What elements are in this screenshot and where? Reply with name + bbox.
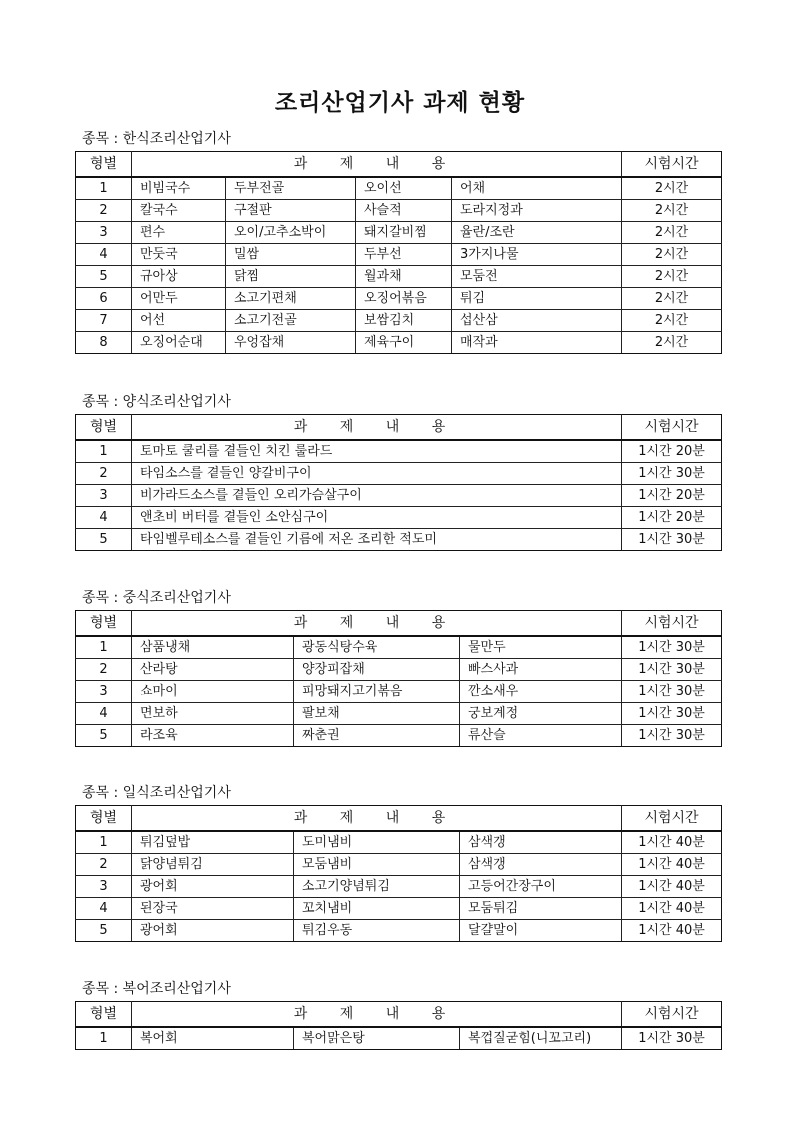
dish-cell: 어선 xyxy=(132,310,226,332)
table-header-row xyxy=(76,806,722,832)
table-header-row xyxy=(76,1002,722,1028)
dish-cell: 어만두 xyxy=(132,288,226,310)
dish-cell: 오징어볶음 xyxy=(356,288,452,310)
exam-time: 1시간 20분 xyxy=(622,485,722,507)
table-row xyxy=(76,854,722,876)
dish-cell: 율란/조란 xyxy=(452,222,622,244)
blowfish-task-table xyxy=(75,1001,722,1050)
dish-cell: 두부전골 xyxy=(226,177,356,200)
dish-cell: 소고기양념튀김 xyxy=(294,876,460,898)
dish-cell: 오징어순대 xyxy=(132,332,226,354)
dish-cell: 도라지정과 xyxy=(452,200,622,222)
table-row xyxy=(76,463,722,485)
dish-cell: 산라탕 xyxy=(132,659,294,681)
dish-cell: 월과채 xyxy=(356,266,452,288)
row-number: 1 xyxy=(76,177,132,200)
dish-cell: 소고기편채 xyxy=(226,288,356,310)
dish-cell: 보쌈김치 xyxy=(356,310,452,332)
table-row xyxy=(76,310,722,332)
dish-cell: 광어회 xyxy=(132,920,294,942)
korean-task-table xyxy=(75,151,722,354)
chinese-task-table xyxy=(75,610,722,747)
row-number: 5 xyxy=(76,529,132,551)
table-row xyxy=(76,898,722,920)
dish-cell: 어채 xyxy=(452,177,622,200)
exam-time: 1시간 40분 xyxy=(622,876,722,898)
table-row xyxy=(76,681,722,703)
header-type: 형별 xyxy=(76,152,132,178)
header-time: 시험시간 xyxy=(622,806,722,832)
dish-cell: 복껍질굳힘(니꼬고리) xyxy=(460,1027,622,1050)
exam-time: 1시간 40분 xyxy=(622,898,722,920)
row-number: 1 xyxy=(76,831,132,854)
table-row xyxy=(76,1027,722,1050)
dish-cell: 고등어간장구이 xyxy=(460,876,622,898)
dish-cell: 물만두 xyxy=(460,636,622,659)
section-label-blowfish: 종목 : 복어조리산업기사 xyxy=(82,981,231,997)
dish-cell: 꼬치냄비 xyxy=(294,898,460,920)
dish-cell: 닭양념튀김 xyxy=(132,854,294,876)
row-number: 6 xyxy=(76,288,132,310)
table-row xyxy=(76,266,722,288)
dish-cell: 오이/고추소박이 xyxy=(226,222,356,244)
dish-cell: 라조육 xyxy=(132,725,294,747)
header-time: 시험시간 xyxy=(622,415,722,441)
dish-cell: 밀쌈 xyxy=(226,244,356,266)
table-row xyxy=(76,636,722,659)
dish-cell: 닭찜 xyxy=(226,266,356,288)
dish-cell: 두부선 xyxy=(356,244,452,266)
dish-cell: 사슬적 xyxy=(356,200,452,222)
table-row xyxy=(76,725,722,747)
row-number: 2 xyxy=(76,463,132,485)
section-label-japanese: 종목 : 일식조리산업기사 xyxy=(82,785,231,801)
dish-cell: 칼국수 xyxy=(132,200,226,222)
page-title: 조리산업기사 과제 현황 xyxy=(274,90,526,116)
table-row xyxy=(76,440,722,463)
exam-time: 2시간 xyxy=(622,288,722,310)
exam-time: 1시간 20분 xyxy=(622,440,722,463)
dish-cell: 튀김덮밥 xyxy=(132,831,294,854)
section-label-chinese: 종목 : 중식조리산업기사 xyxy=(82,590,231,606)
row-number: 1 xyxy=(76,636,132,659)
row-number: 5 xyxy=(76,725,132,747)
header-type: 형별 xyxy=(76,806,132,832)
row-number: 3 xyxy=(76,222,132,244)
section-label-korean: 종목 : 한식조리산업기사 xyxy=(82,131,231,147)
exam-time: 1시간 40분 xyxy=(622,831,722,854)
exam-time: 2시간 xyxy=(622,244,722,266)
dish-cell: 삼색갱 xyxy=(460,854,622,876)
row-number: 4 xyxy=(76,507,132,529)
dish-cell: 매작과 xyxy=(452,332,622,354)
dish-cell: 달걀말이 xyxy=(460,920,622,942)
dish-cell: 앤초비 버터를 곁들인 소안심구이 xyxy=(132,507,622,529)
dish-cell: 면보하 xyxy=(132,703,294,725)
row-number: 1 xyxy=(76,440,132,463)
table-row xyxy=(76,200,722,222)
table-row xyxy=(76,831,722,854)
row-number: 4 xyxy=(76,898,132,920)
dish-cell: 양장피잡채 xyxy=(294,659,460,681)
row-number: 3 xyxy=(76,681,132,703)
dish-cell: 타임벨루테소스를 곁들인 기름에 저온 조리한 적도미 xyxy=(132,529,622,551)
dish-cell: 광어회 xyxy=(132,876,294,898)
header-type: 형별 xyxy=(76,611,132,637)
table-row xyxy=(76,222,722,244)
dish-cell: 팔보채 xyxy=(294,703,460,725)
row-number: 3 xyxy=(76,876,132,898)
exam-time: 1시간 20분 xyxy=(622,507,722,529)
table-row xyxy=(76,703,722,725)
table-row xyxy=(76,876,722,898)
table-row xyxy=(76,177,722,200)
dish-cell: 류산슬 xyxy=(460,725,622,747)
exam-time: 1시간 30분 xyxy=(622,529,722,551)
dish-cell: 오이선 xyxy=(356,177,452,200)
exam-time: 2시간 xyxy=(622,266,722,288)
dish-cell: 3가지나물 xyxy=(452,244,622,266)
exam-time: 1시간 30분 xyxy=(622,1027,722,1050)
exam-time: 1시간 30분 xyxy=(622,681,722,703)
dish-cell: 짜춘권 xyxy=(294,725,460,747)
header-content: 과 제 내 용 xyxy=(132,806,622,832)
dish-cell: 도미냄비 xyxy=(294,831,460,854)
table-row xyxy=(76,529,722,551)
dish-cell: 삼색갱 xyxy=(460,831,622,854)
exam-time: 1시간 30분 xyxy=(622,659,722,681)
header-time: 시험시간 xyxy=(622,152,722,178)
exam-time: 2시간 xyxy=(622,222,722,244)
header-content: 과 제 내 용 xyxy=(132,611,622,637)
table-row xyxy=(76,507,722,529)
exam-time: 1시간 30분 xyxy=(622,636,722,659)
dish-cell: 우엉잡채 xyxy=(226,332,356,354)
exam-time: 1시간 40분 xyxy=(622,920,722,942)
exam-time: 1시간 30분 xyxy=(622,703,722,725)
header-type: 형별 xyxy=(76,415,132,441)
exam-time: 1시간 30분 xyxy=(622,725,722,747)
dish-cell: 규아상 xyxy=(132,266,226,288)
dish-cell: 돼지갈비찜 xyxy=(356,222,452,244)
section-label-western: 종목 : 양식조리산업기사 xyxy=(82,394,231,410)
dish-cell: 쇼마이 xyxy=(132,681,294,703)
table-header-row xyxy=(76,415,722,441)
row-number: 5 xyxy=(76,266,132,288)
dish-cell: 비빔국수 xyxy=(132,177,226,200)
dish-cell: 된장국 xyxy=(132,898,294,920)
dish-cell: 만둣국 xyxy=(132,244,226,266)
exam-time: 2시간 xyxy=(622,332,722,354)
row-number: 5 xyxy=(76,920,132,942)
row-number: 7 xyxy=(76,310,132,332)
exam-time: 2시간 xyxy=(622,310,722,332)
dish-cell: 모둠냄비 xyxy=(294,854,460,876)
header-content: 과 제 내 용 xyxy=(132,1002,622,1028)
table-row xyxy=(76,485,722,507)
dish-cell: 섭산삼 xyxy=(452,310,622,332)
row-number: 2 xyxy=(76,200,132,222)
dish-cell: 토마토 쿨리를 곁들인 치킨 룰라드 xyxy=(132,440,622,463)
table-row xyxy=(76,288,722,310)
header-type: 형별 xyxy=(76,1002,132,1028)
table-row xyxy=(76,244,722,266)
row-number: 1 xyxy=(76,1027,132,1050)
dish-cell: 빠스사과 xyxy=(460,659,622,681)
header-time: 시험시간 xyxy=(622,1002,722,1028)
header-content: 과 제 내 용 xyxy=(132,152,622,178)
dish-cell: 구절판 xyxy=(226,200,356,222)
header-time: 시험시간 xyxy=(622,611,722,637)
exam-time: 2시간 xyxy=(622,200,722,222)
row-number: 3 xyxy=(76,485,132,507)
western-task-table xyxy=(75,414,722,551)
exam-time: 2시간 xyxy=(622,177,722,200)
row-number: 4 xyxy=(76,244,132,266)
dish-cell: 타임소스를 곁들인 양갈비구이 xyxy=(132,463,622,485)
row-number: 2 xyxy=(76,659,132,681)
exam-time: 1시간 30분 xyxy=(622,463,722,485)
table-header-row xyxy=(76,611,722,637)
dish-cell: 튀김우동 xyxy=(294,920,460,942)
dish-cell: 복어회 xyxy=(132,1027,294,1050)
exam-time: 1시간 40분 xyxy=(622,854,722,876)
row-number: 8 xyxy=(76,332,132,354)
dish-cell: 제육구이 xyxy=(356,332,452,354)
table-header-row xyxy=(76,152,722,178)
dish-cell: 모둠튀김 xyxy=(460,898,622,920)
japanese-task-table xyxy=(75,805,722,942)
dish-cell: 광동식탕수육 xyxy=(294,636,460,659)
row-number: 2 xyxy=(76,854,132,876)
dish-cell: 모둠전 xyxy=(452,266,622,288)
dish-cell: 피망돼지고기볶음 xyxy=(294,681,460,703)
dish-cell: 삼품냉채 xyxy=(132,636,294,659)
dish-cell: 깐소새우 xyxy=(460,681,622,703)
dish-cell: 튀김 xyxy=(452,288,622,310)
dish-cell: 편수 xyxy=(132,222,226,244)
table-row xyxy=(76,332,722,354)
dish-cell: 비가라드소스를 곁들인 오리가슴살구이 xyxy=(132,485,622,507)
row-number: 4 xyxy=(76,703,132,725)
header-content: 과 제 내 용 xyxy=(132,415,622,441)
table-row xyxy=(76,659,722,681)
table-row xyxy=(76,920,722,942)
dish-cell: 복어맑은탕 xyxy=(294,1027,460,1050)
dish-cell: 소고기전골 xyxy=(226,310,356,332)
dish-cell: 궁보계정 xyxy=(460,703,622,725)
